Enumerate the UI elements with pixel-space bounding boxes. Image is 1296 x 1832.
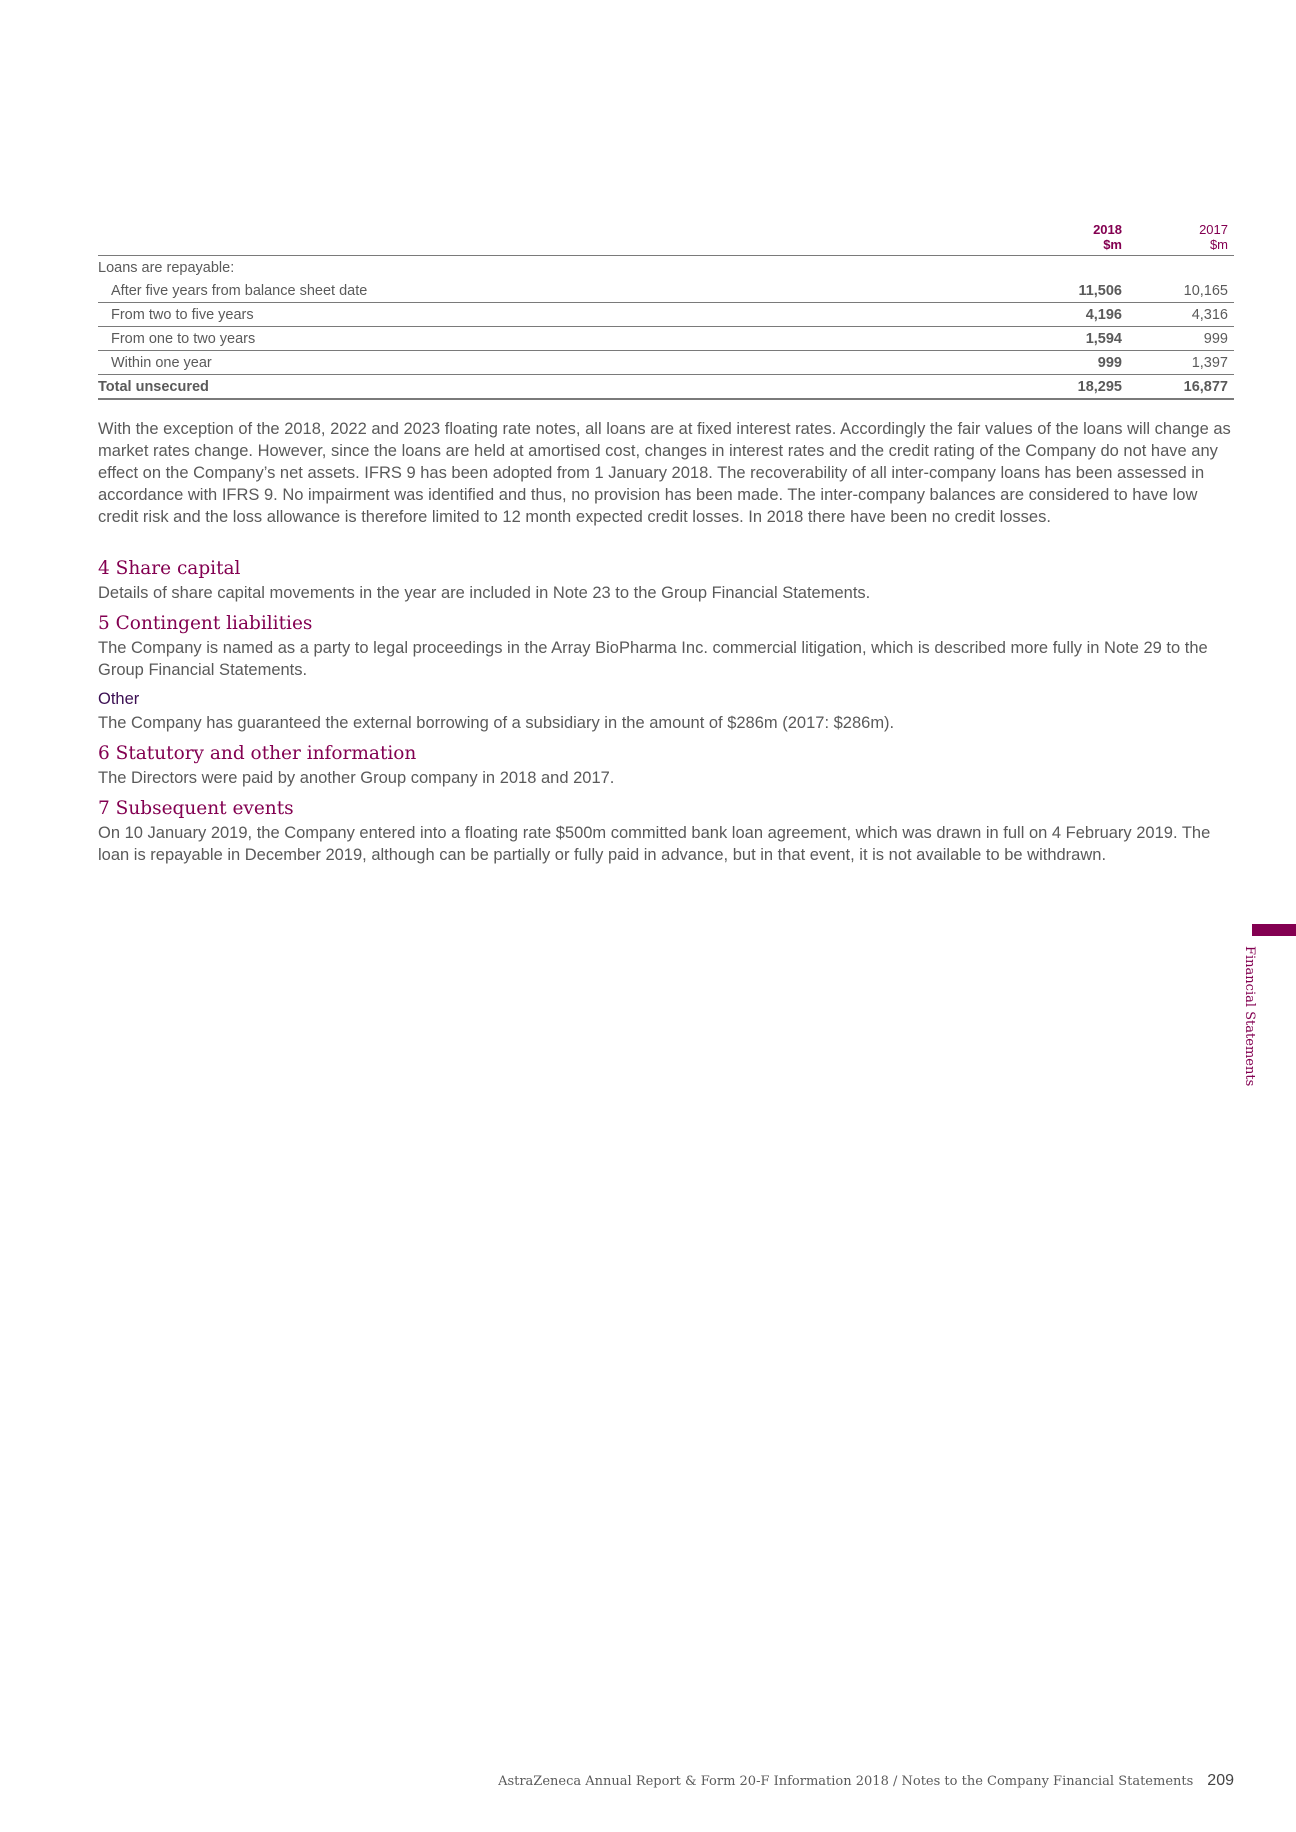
row-label: Within one year xyxy=(111,354,212,371)
section-title-share-capital: 4 Share capital xyxy=(98,558,241,579)
page-number: 209 xyxy=(1207,1772,1234,1789)
loans-table xyxy=(98,222,1234,400)
subsection-title-other: Other xyxy=(98,690,140,708)
footer-text: AstraZeneca Annual Report & Form 20-F Information 2018 / Notes to the Company Financial Statements xyxy=(498,1774,1194,1789)
table-row xyxy=(98,327,1234,351)
header-2017: 2017 $m xyxy=(1199,222,1228,252)
section-title-contingent-liabilities: 5 Contingent liabilities xyxy=(98,613,313,634)
section-tab-label: Financial Statements xyxy=(1242,946,1257,1087)
section-body-subsequent-events: On 10 January 2019, the Company entered into a floating rate $500m committed bank loan agreement, which was drawn in full on 4 February 2019. The loan is repayable in December 2019, although can be partially or fully paid in advance, but in that event, it is not available to be withdrawn. xyxy=(98,824,1211,864)
row-value-2018: 4,196 xyxy=(1085,306,1122,323)
table-row xyxy=(98,351,1234,375)
total-value-2018: 18,295 xyxy=(1077,378,1122,395)
row-value-2018: 1,594 xyxy=(1085,330,1122,347)
total-label: Total unsecured xyxy=(98,378,209,395)
section-body-share-capital: Details of share capital movements in the year are included in Note 23 to the Group Financial Statements. xyxy=(98,584,871,602)
section-body-contingent-liabilities: The Company is named as a party to legal proceedings in the Array BioPharma Inc. commercial litigation, which is described more fully in Note 29 to the Group Financial Statements. xyxy=(98,639,1208,679)
row-value-2017: 4,316 xyxy=(1191,306,1228,323)
header-2018: 2018 $m xyxy=(1093,222,1122,252)
row-label: From two to five years xyxy=(111,306,254,323)
row-value-2018: 11,506 xyxy=(1078,282,1122,299)
section-title-statutory: 6 Statutory and other information xyxy=(98,743,417,764)
row-value-2017: 10,165 xyxy=(1183,282,1228,299)
page-footer xyxy=(498,1772,1234,1790)
total-value-2017: 16,877 xyxy=(1183,378,1228,395)
row-label: From one to two years xyxy=(111,330,256,347)
section-tab-marker xyxy=(1252,924,1296,936)
loans-paragraph: With the exception of the 2018, 2022 and 2023 floating rate notes, all loans are at fixed interest rates. Accordingly the fair values of the loans will change as market rates change. However, since the loans are held at amortised cost, changes in interest rates and the credit rating of the Company do not have any effect on the Company’s net assets. IFRS 9 has been adopted from 1 January 2018. The recoverability of all inter-company loans has been assessed in accordance with IFRS 9. No impairment was identified and thus, no provision has been made. The inter-company balances are considered to have low credit risk and the loss allowance is therefore limited to 12 month expected credit losses. In 2018 there have been no credit losses. xyxy=(98,420,1231,526)
table-caption: Loans are repayable: xyxy=(98,259,235,276)
row-value-2018: 999 xyxy=(1097,354,1122,371)
table-row xyxy=(98,303,1234,327)
row-value-2017: 999 xyxy=(1203,330,1228,347)
table-total-row xyxy=(98,375,1234,400)
table-header-row xyxy=(98,222,1234,256)
row-value-2017: 1,397 xyxy=(1191,354,1228,371)
row-label: After five years from balance sheet date xyxy=(111,282,368,299)
section-body-statutory: The Directors were paid by another Group company in 2018 and 2017. xyxy=(98,769,615,787)
section-title-subsequent-events: 7 Subsequent events xyxy=(98,798,294,819)
table-caption-row xyxy=(98,256,1234,280)
table-row xyxy=(98,279,1234,303)
subsection-body-other: The Company has guaranteed the external borrowing of a subsidiary in the amount of $286m (2017: $286m). xyxy=(98,714,895,732)
